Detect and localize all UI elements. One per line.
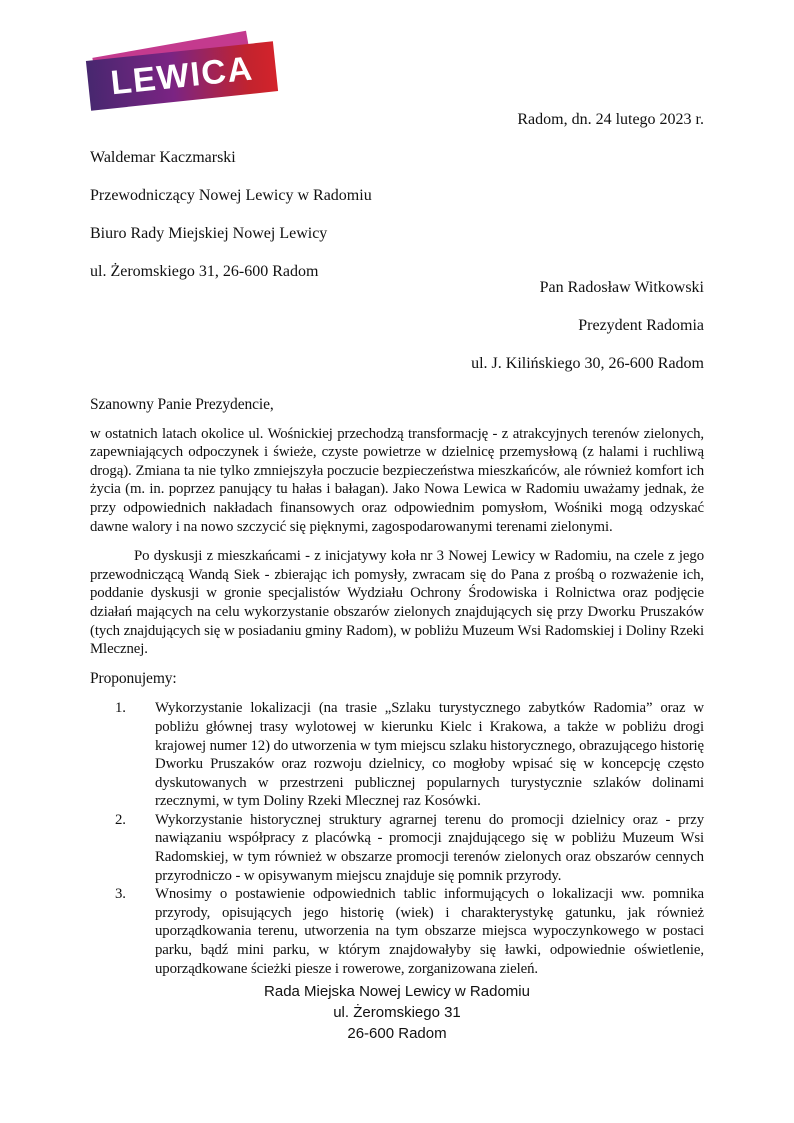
list-item-1-text: Wykorzystanie lokalizacji (na trasie „Szlaku turystycznego zabytków Radomia” oraz w pobliżu głównej trasy wylotowej w kierunku Kielc i Krakowa, a także w pobliżu drogi krajowej numer 12) do utworzenia w tym miejscu szlaku historycznego, obrazującego historię Dworku Pruszaków oraz rozwoju dzielnicy, co mogłoby wpisać się w koncepcję często dyskutowanych w przestrzeni publicznej popularnych turystycznie szlaków dolinami rzecznymi, w tym Doliny Rzeki Mlecznej raz Kosówki.: [155, 700, 704, 810]
list-intro: Proponujemy:: [90, 669, 177, 687]
lewica-logo: [88, 38, 290, 118]
date-line: Radom, dn. 24 lutego 2023 r.: [517, 111, 704, 128]
proposal-list: [90, 699, 704, 978]
letter-footer: [90, 981, 704, 1044]
body-paragraph-2: Po dyskusji z mieszkańcami - z inicjatywy koła nr 3 Nowej Lewicy w Radomiu, na czele z jego przewodniczącą Wandą Siek - zbierając ich pomysły, zwracam się do Pana z prośbą o rozważenie ich, poddanie dyskusji w gronie specjalistów Wydziału Ochrony Środowiska i Rolnictwa oraz podjęcie działań mających na celu wykorzystanie obszarów zielonych znajdujących się przy Dworku Pruszaków (tych znajdujących się w posiadaniu gminy Radom), w pobliżu Muzeum Wsi Radomskiej i Doliny Rzeki Mlecznej.: [90, 548, 704, 658]
letter-body: [90, 396, 704, 1044]
recipient-name: Pan Radosław Witkowski: [539, 279, 704, 296]
sender-address: ul. Żeromskiego 31, 26-600 Radom: [90, 263, 319, 280]
logo-gradient-banner: [86, 41, 278, 110]
sender-title: Przewodniczący Nowej Lewicy w Radomiu: [90, 187, 372, 204]
list-item-1-number: 1.: [115, 700, 126, 717]
recipient-title: Prezydent Radomia: [578, 317, 704, 334]
recipient-address: ul. J. Kilińskiego 30, 26-600 Radom: [471, 355, 704, 372]
sender-block: [90, 139, 372, 291]
list-item-3-number: 3.: [115, 886, 126, 903]
list-item-3: [90, 885, 704, 978]
salutation: Szanowny Panie Prezydencie,: [90, 396, 274, 413]
list-item-1: [90, 699, 704, 811]
footer-street: ul. Żeromskiego 31: [333, 1004, 461, 1022]
list-item-2-text: Wykorzystanie historycznej struktury agrarnej terenu do promocji dzielnicy oraz - przy nawiązaniu współpracy z placówką - promocji znajdującego się w pobliżu Muzeum Wsi Radomskiej, w tym również w obszarze promocji terenów zielonych oraz obszarów cennych przyrodniczo - w opisywanym miejscu znajduje się pomnik przyrody.: [155, 811, 704, 884]
footer-city: 26-600 Radom: [347, 1025, 447, 1043]
body-paragraph-1: w ostatnich latach okolice ul. Wośnickiej przechodzą transformację - z atrakcyjnych terenów zielonych, zapewniających odpoczynek i świeże, czyste powietrze w dzielnicę przemysłową (z halami i ruchliwą drogą). Zmiana ta nie tylko zmniejszyła poczucie bezpieczeństwa mieszkańców, ale również komfort ich życia (m. in. poprzez panujący tu hałas i bałagan). Jako Nowa Lewica w Radomiu uważamy jednak, że przy odpowiednich nakładach finansowych oraz odpowiednim pomysłom, Wośniki mogą odzyskać dawne walory i na nowo szczycić się pięknymi, zagospodarowanymi terenami zielonymi.: [90, 425, 704, 535]
logo-wordmark: LEWICA: [108, 49, 256, 103]
list-item-3-text: Wnosimy o postawienie odpowiednich tablic informujących o lokalizacji ww. pomnika przyrody, opisujących jego historię (wiek) i charakterystykę gatunku, jak również uporządkowania terenu, utworzenia na tym obszarze miejsca wypoczynkowego w postaci parku, bądź mini parku, w którym znajdowałyby się ławki, odpowiednie oświetlenie, uporządkowane ścieżki piesze i rowerowe, zorganizowana zieleń.: [155, 886, 704, 977]
sender-office: Biuro Rady Miejskiej Nowej Lewicy: [90, 225, 328, 242]
list-item-2: [90, 811, 704, 885]
footer-org: Rada Miejska Nowej Lewicy w Radomiu: [264, 983, 530, 1001]
sender-name: Waldemar Kaczmarski: [90, 149, 236, 166]
list-item-2-number: 2.: [115, 811, 126, 828]
recipient-block: [471, 269, 704, 383]
